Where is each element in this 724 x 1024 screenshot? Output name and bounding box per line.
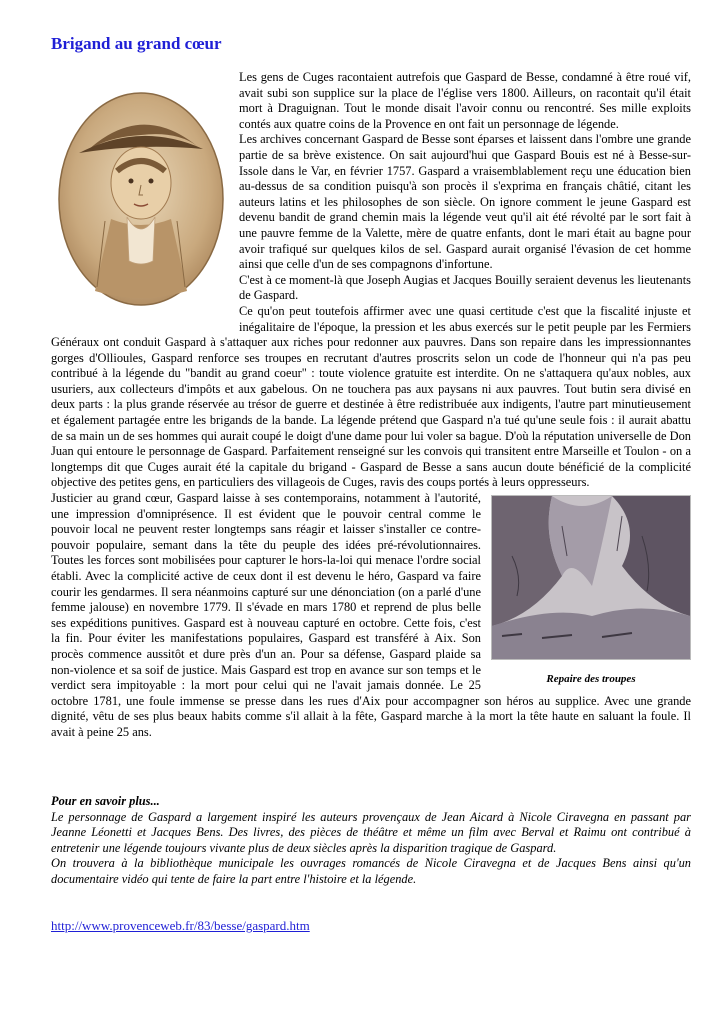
source-link[interactable]: http://www.provenceweb.fr/83/besse/gaspard.htm (51, 918, 310, 933)
paragraph-3: C'est à ce moment-là que Joseph Augias et Jacques Bouilly seraient devenus les lieutenants de Gaspard. (239, 272, 691, 303)
further-reading (51, 794, 691, 888)
further-reading-text-1: Le personnage de Gaspard a largement inspiré les auteurs provençaux de Jean Aicard à Nicole Ciravegna en passant par Jeanne Léonetti et Jacques Bens. Des livres, des pièces de théâtre et même un film avec Berval et Raimu ont contribué à entretenir une légende toujours vivante plus de deux siècles après la disparition tragique de Gaspard. (51, 809, 691, 855)
paragraph-2: Les archives concernant Gaspard de Besse sont éparses et laissent dans l'ombre une grande partie de sa brève existence. On sait aujourd'hui que Gaspard Bouis est né à Besse-sur-Issole dans le Var, en février 1757. Gaspard a vraisemblablement reçu une éducation bien au-dessus de sa condition puisqu'à son procès il s'exprima en français châtié, citant les auteurs latins et les philosophes de son siècle. On ignore comment le jeune Gaspard est devenu bandit de grand chemin mais la légende veut qu'il ait été révolté par le sort fait à une pauvre femme de la Valette, mère de quatre enfants, dont le mari était au bagne pour avoir trafiqué sur quelques kilos de sel. Gaspard aurait organisé l'évasion de cet homme ainsi que celle d'un de ses compagnons d'infortune. (239, 132, 691, 272)
image-caption: Repaire des troupes (546, 673, 636, 686)
article-body (51, 70, 691, 741)
paragraph-5: Justicier au grand cœur, Gaspard laisse à ses contemporains, notamment à l'autorité, une impression d'omniprésence. Il est évident que le pouvoir central comme le pouvoir local ne peuvent rester longtemps sans réagir et laisser s'installer ce contre-pouvoir populaire, semant dans la tête du peuple des idées pré-révolutionnaires. Toutes les forces sont mobilisées pour capturer le hors-la-loi qui menace l'ordre social établi. Avec la complicité active de ceux dont il est devenu le héro, Gaspard va faire courir les gendarmes. Il sera néanmoins capturé sur une dénonciation (on a parlé d'une femme jalouse) en novembre 1779. Il s'évade en mars 1780 et reprend de plus belle ses expéditions punitives. Gaspard est à nouveau capturé en octobre. Cette fois, c'est la fin. Pour éviter les manifestations populaires, Gaspard est transféré à Aix. Son procès commence aussitôt et dure près d'un an. Pour sa défense, Gaspard plaide sa non-violence et sa soif de justice. Mais Gaspard est trop en avance sur son temps et le verdict sera impitoyable : la mort pour celui qui ne l'avait jamais donnée. Le 25 octobre 1781, une foule immense se presse dans les rues d'Aix pour accompagner son héros au supplice. Avec une grande dignité, vêtu de ses plus beaux habits comme s'il allait à la fête, Gaspard marche à la mort la tête haute en saluant la foule. Il avait à peine 25 ans. (51, 491, 691, 739)
further-reading-heading: Pour en savoir plus... (51, 794, 160, 808)
landscape-figure (491, 495, 691, 689)
paragraph-4: Ce qu'on peut toutefois affirmer avec une quasi certitude c'est que la fiscalité injuste et inégalitaire de l'époque, la pression et les abus exercés sur le petit peuple par les Fermiers Généraux ont conduit Gaspard à s'attaquer aux riches pour redonner aux pauvres. Dans son repaire dans les impressionnantes gorges d'Ollioules, Gaspard renforce ses troupes en recrutant d'autres proscrits selon un code de l'honneur qui n'a pas peu contribué à la légende du "bandit au grand coeur" : toute violence gratuite est interdite. On ne s'attaquera qu'aux nobles, aux usuriers, aux collecteurs d'impôts et aux gabelous. On ne touchera pas aux paysans ni aux pauvres. Tout butin sera divisé en deux parts : la plus grande réservée au trésor de guerre et destinée à être redistribuée aux indigents, l'autre part minutieusement et également partagée entre les brigands de la bande. La légende prétend que Gaspard n'a tué qu'une seule fois : il aurait abattu de sa main un de ses hommes qui aurait coupé le doigt d'une dame pour lui voler sa bague. D'où la réputation universelle de Don Juan qui entoure le personnage de Gaspard. Parfaitement renseigné sur les convois qui transitent entre Marseille et Toulon - on a longtemps dit que Cuges aurait été la capitale du brigand - Gaspard de Besse a sans aucun doute bénéficié de la complicité objective des petites gens, en particuliers des villageois de Cuges, ravis des coups portés à leurs oppresseurs. (51, 303, 691, 490)
landscape-image (492, 496, 690, 659)
further-reading-text-2: On trouvera à la bibliothèque municipale les ouvrages romancés de Nicole Ciravegna et de Jacques Bens ainsi qu'un documentaire vidéo qui tente de faire la part entre l'histoire et la légende. (51, 856, 691, 886)
portrait-image (57, 91, 225, 307)
page-title: Brigand au grand cœur (51, 34, 222, 53)
paragraph-1: Les gens de Cuges racontaient autrefois que Gaspard de Besse, condamné à être roué vif, avait subi son supplice sur la place de l'église vers 1800. Ailleurs, on racontait qu'il était mort à Draguignan. Tout le monde disait l'avoir connu ou rencontré. Ses mille exploits contés aux quatre coins de la Provence en ont fait un personnage de légende. (239, 70, 691, 131)
portrait-figure (51, 70, 231, 322)
